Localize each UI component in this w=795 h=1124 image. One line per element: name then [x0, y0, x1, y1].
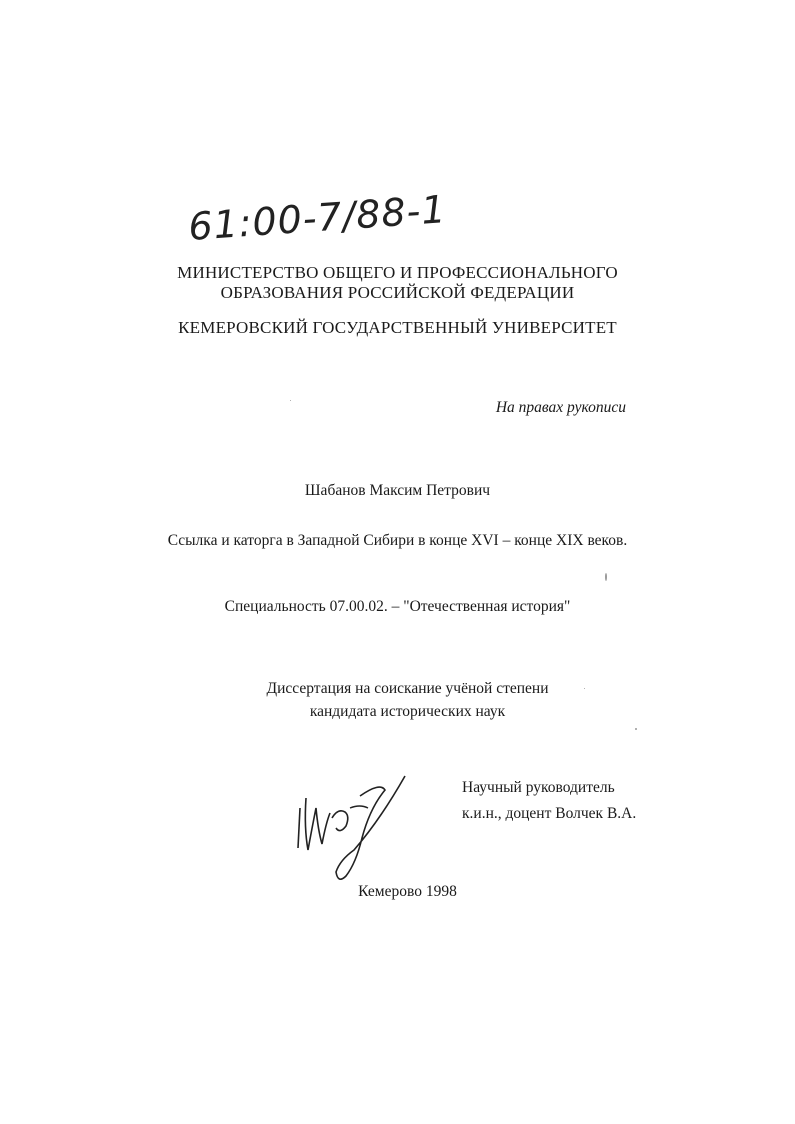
dissertation-line-1: Диссертация на соискание учёной степени — [266, 680, 549, 697]
archive-code-handwritten: 61:00-7/88-1 — [186, 187, 448, 249]
scan-speck — [605, 573, 607, 581]
scan-speck — [584, 688, 585, 689]
scan-speck — [635, 728, 637, 730]
supervisor-name: к.и.н., доцент Волчек В.А. — [462, 805, 637, 822]
ministry-line-1: МИНИСТЕРСТВО ОБЩЕГО И ПРОФЕССИОНАЛЬНОГО — [177, 263, 618, 282]
city-year: Кемерово 1998 — [358, 883, 457, 900]
scan-speck — [290, 400, 291, 401]
rights-note: На правах рукописи — [495, 399, 626, 416]
author-name: Шабанов Максим Петрович — [304, 482, 491, 499]
author-signature — [290, 768, 420, 888]
dissertation-line-2: кандидата исторических наук — [309, 703, 506, 720]
dissertation-title: Ссылка и каторга в Западной Сибири в конце XVI – конце XIX веков. — [167, 532, 628, 549]
supervisor-label: Научный руководитель — [462, 779, 615, 796]
ministry-line-2: ОБРАЗОВАНИЯ РОССИЙСКОЙ ФЕДЕРАЦИИ — [220, 283, 575, 302]
specialty: Специальность 07.00.02. – "Отечественная история" — [224, 598, 571, 615]
university-name: КЕМЕРОВСКИЙ ГОСУДАРСТВЕННЫЙ УНИВЕРСИТЕТ — [178, 318, 617, 337]
